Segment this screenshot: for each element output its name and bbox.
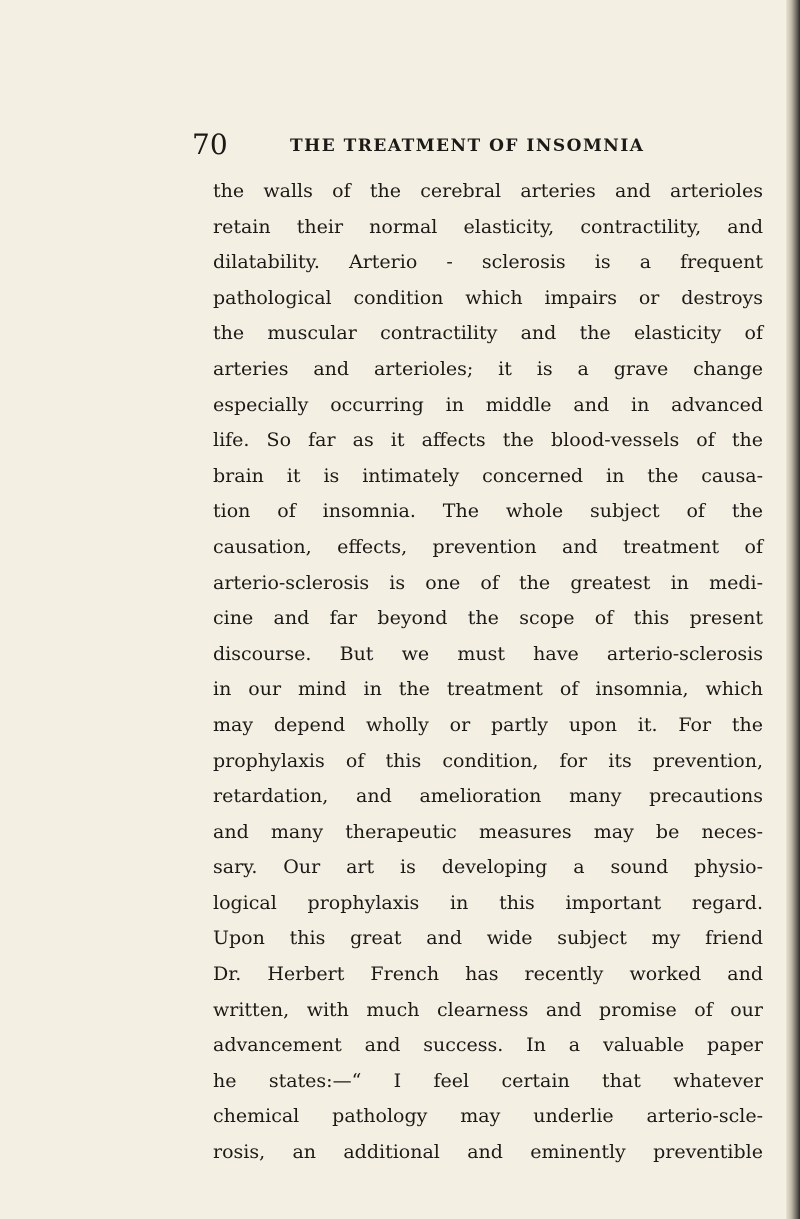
text-line: dilatability. Arterio - sclerosis is a frequent — [213, 251, 763, 274]
text-line: life. So far as it affects the blood-vessels of the — [213, 429, 763, 452]
text-line: retardation, and amelioration many precautions — [213, 785, 763, 808]
text-line: Dr. Herbert French has recently worked and — [213, 963, 763, 986]
text-line: sary. Our art is developing a sound physio- — [213, 856, 763, 879]
text-line: logical prophylaxis in this important regard. — [213, 891, 763, 914]
text-line: written, with much clearness and promise of our — [213, 998, 763, 1021]
text-line: he states:—“ I feel certain that whatever — [213, 1069, 763, 1092]
text-line: causation, effects, prevention and treatment of — [213, 535, 763, 558]
running-head: THE TREATMENT OF INSOMNIA — [290, 136, 645, 156]
text-line: especially occurring in middle and in advanced — [213, 393, 763, 416]
text-line: brain it is intimately concerned in the causa- — [213, 464, 763, 487]
text-line: chemical pathology may underlie arterio-scle- — [213, 1105, 763, 1128]
text-line: retain their normal elasticity, contractility, and — [213, 215, 763, 238]
text-line: the walls of the cerebral arteries and arterioles — [213, 180, 763, 202]
text-line: cine and far beyond the scope of this present — [213, 607, 763, 630]
text-line: pathological condition which impairs or destroys — [213, 286, 763, 309]
text-line: arteries and arterioles; it is a grave change — [213, 357, 763, 380]
page-edge-shadow — [786, 0, 800, 1219]
text-line: tion of insomnia. The whole subject of the — [213, 500, 763, 523]
text-line: prophylaxis of this condition, for its prevention, — [213, 749, 763, 772]
text-line: rosis, an additional and eminently preventible — [213, 1141, 763, 1164]
text-line: advancement and success. In a valuable paper — [213, 1034, 763, 1057]
text-line: in our mind in the treatment of insomnia, which — [213, 678, 763, 701]
page-number: 70 — [192, 128, 228, 161]
text-line: discourse. But we must have arterio-sclerosis — [213, 642, 763, 665]
text-line: arterio-sclerosis is one of the greatest in medi- — [213, 571, 763, 594]
text-line: and many therapeutic measures may be neces- — [213, 820, 763, 843]
body-text — [213, 174, 763, 1171]
page-header — [192, 128, 752, 162]
text-line: Upon this great and wide subject my friend — [213, 927, 763, 950]
text-line: may depend wholly or partly upon it. For the — [213, 713, 763, 736]
text-line: the muscular contractility and the elasticity of — [213, 322, 763, 345]
